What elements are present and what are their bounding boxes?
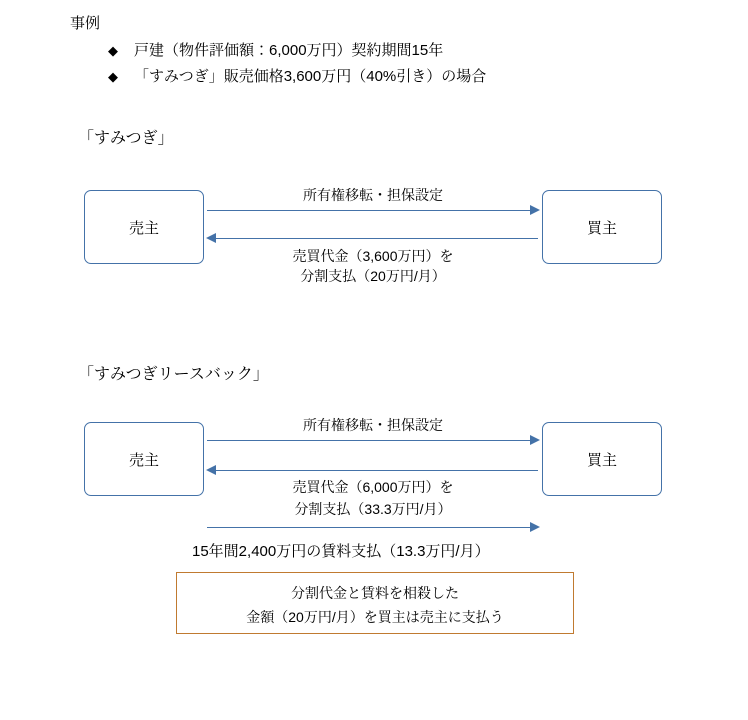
example-bullet-list: [108, 38, 486, 90]
arrow-line-ownership-transfer-1: [207, 210, 530, 211]
list-item: [108, 38, 486, 64]
example-heading: 事例: [70, 15, 101, 32]
arrow-line-rent-payment: [207, 527, 530, 528]
buyer-box-section1: 買主: [542, 190, 662, 264]
diamond-bullet-icon: ◆: [108, 43, 118, 58]
offset-note-line1: 分割代金と賃料を相殺した: [291, 585, 459, 601]
rent-payment-label: 15年間2,400万円の賃料支払（13.3万円/月）: [192, 543, 490, 560]
section-title-leaseback: 「すみつぎリースバック」: [78, 366, 269, 383]
offset-note-line2: 金額（20万円/月）を買主は売主に支払う: [246, 609, 504, 625]
offset-note-box: [176, 572, 574, 634]
arrow-head-payment-2: [206, 465, 216, 475]
arrow-line-ownership-transfer-2: [207, 440, 530, 441]
list-item: [108, 64, 486, 90]
arrow-label-payment-2-line2: 分割支払（33.3万円/月）: [294, 501, 452, 517]
arrow-head-ownership-transfer-2: [530, 435, 540, 445]
arrow-line-payment-2: [216, 470, 538, 471]
arrow-label-ownership-transfer-1: 所有権移転・担保設定: [303, 187, 443, 203]
arrow-head-ownership-transfer-1: [530, 205, 540, 215]
arrow-line-payment-1: [216, 238, 538, 239]
section-title-sumitsugi: 「すみつぎ」: [78, 130, 174, 147]
diamond-bullet-icon: ◆: [108, 69, 118, 84]
list-item-label: 「すみつぎ」販売価格3,600万円（40%引き）の場合: [134, 68, 487, 85]
buyer-box-section2: 買主: [542, 422, 662, 496]
arrow-label-payment-2-line1: 売買代金（6,000万円）を: [292, 479, 454, 495]
seller-box-section2: 売主: [84, 422, 204, 496]
arrow-label-payment-1-line1: 売買代金（3,600万円）を: [292, 248, 454, 264]
seller-box-section1: 売主: [84, 190, 204, 264]
arrow-head-payment-1: [206, 233, 216, 243]
arrow-label-payment-1-line2: 分割支払（20万円/月）: [300, 268, 446, 284]
arrow-head-rent-payment: [530, 522, 540, 532]
arrow-label-ownership-transfer-2: 所有権移転・担保設定: [303, 417, 443, 433]
list-item-label: 戸建（物件評価額：6,000万円）契約期間15年: [134, 42, 444, 59]
